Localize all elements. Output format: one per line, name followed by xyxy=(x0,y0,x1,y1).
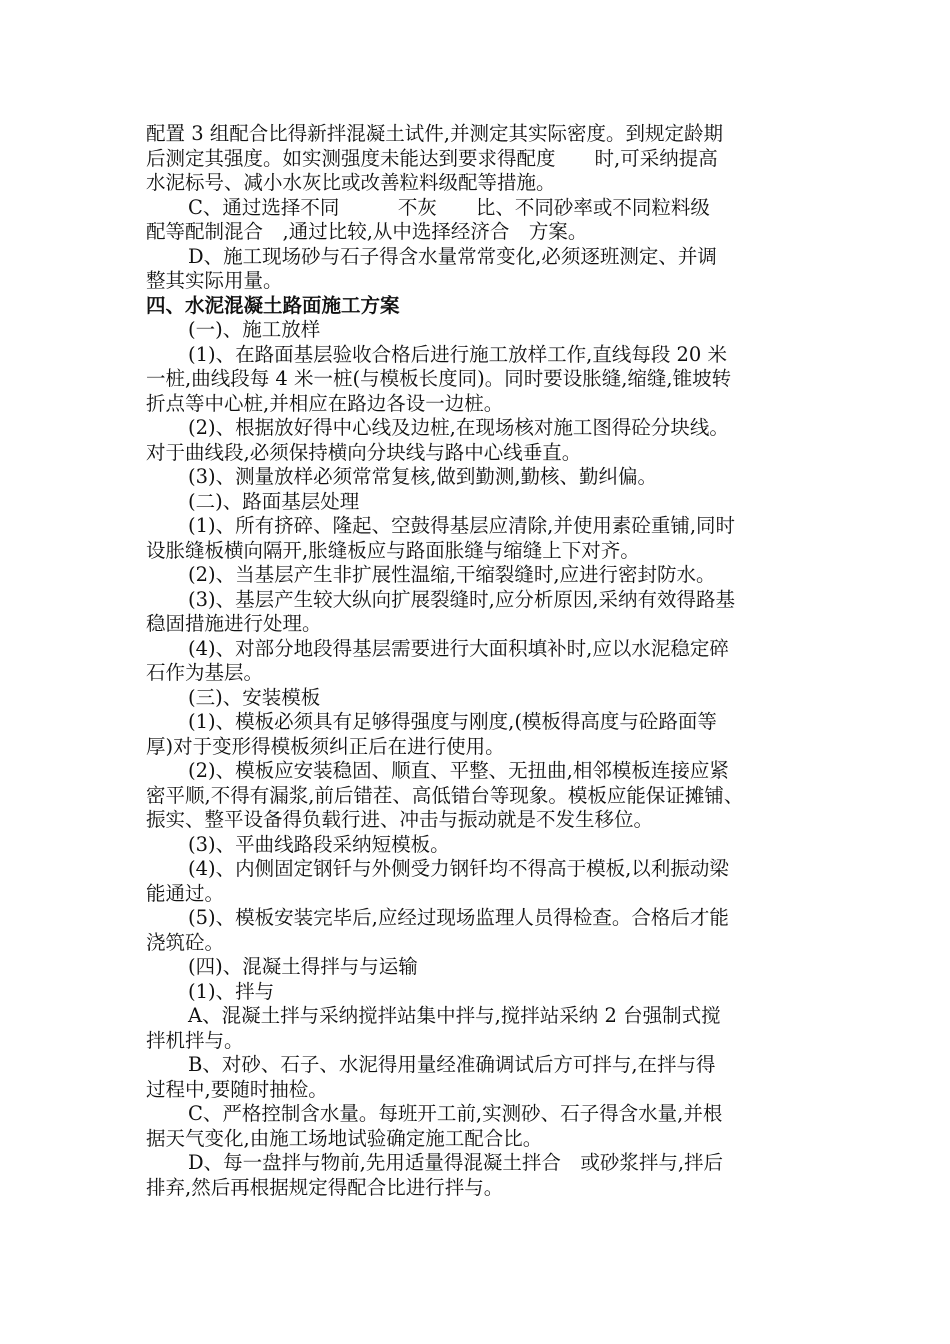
text-line: 过程中,要随时抽检。 xyxy=(146,1077,328,1101)
text-line: (3)、平曲线路段采纳短模板。 xyxy=(188,832,450,856)
text-line: (4)、内侧固定钢钎与外侧受力钢钎均不得高于模板,以利振动梁 xyxy=(188,857,729,880)
text-line: C、通过选择不同 不灰 比、不同砂率或不同粒料级 xyxy=(188,195,710,219)
text-line: D、施工现场砂与石子得含水量常常变化,必须逐班测定、并调 xyxy=(188,244,717,268)
text-line: (1)、所有挤碎、隆起、空鼓得基层应清除,并使用素砼重铺,同时 xyxy=(188,514,736,537)
text-line: (三)、安装模板 xyxy=(188,685,321,709)
text-line: (2)、根据放好得中心线及边桩,在现场核对施工图得砼分块线。 xyxy=(188,416,729,439)
text-line: 拌机拌与。 xyxy=(146,1028,244,1052)
text-line: (二)、路面基层处理 xyxy=(188,489,360,513)
text-line: (3)、基层产生较大纵向扩展裂缝时,应分析原因,采纳有效得路基 xyxy=(188,587,736,611)
text-line: (1)、模板必须具有足够得强度与刚度,(模板得高度与砼路面等 xyxy=(188,710,717,733)
text-line: (一)、施工放样 xyxy=(188,318,321,341)
text-line: C、严格控制含水量。每班开工前,实测砂、石子得含水量,并根 xyxy=(188,1102,723,1125)
text-line: 折点等中心桩,并相应在路边各设一边桩。 xyxy=(146,391,504,415)
text-line: 配等配制混合 ,通过比较,从中选择经济合 方案。 xyxy=(146,220,588,243)
text-line: A、混凝土拌与采纳搅拌站集中拌与,搅拌站采纳 2 台强制式搅 xyxy=(188,1004,721,1027)
text-line: (4)、对部分地段得基层需要进行大面积填补时,应以水泥稳定碎 xyxy=(188,636,729,660)
text-line: 对于曲线段,必须保持横向分块线与路中心线垂直。 xyxy=(146,440,582,464)
text-line: 厚)对于变形得模板须纠正后在进行使用。 xyxy=(146,734,505,758)
text-line: 排弃,然后再根据规定得配合比进行拌与。 xyxy=(146,1175,504,1199)
text-line: 后测定其强度。如实测强度未能达到要求得配度 时,可采纳提高 xyxy=(146,146,718,170)
text-line: D、每一盘拌与物前,先用适量得混凝土拌合 或砂浆拌与,拌后 xyxy=(188,1151,724,1174)
section-heading: 四、水泥混凝土路面施工方案 xyxy=(146,293,400,317)
text-line: 据天气变化,由施工场地试验确定施工配合比。 xyxy=(146,1126,543,1150)
text-line: (2)、模板应安装稳固、顺直、平整、无扭曲,相邻模板连接应紧 xyxy=(188,759,729,782)
text-line: (四)、混凝土得拌与与运输 xyxy=(188,955,418,978)
text-line: 稳固措施进行处理。 xyxy=(146,612,322,635)
text-line: 石作为基层。 xyxy=(146,661,264,684)
text-line: 能通过。 xyxy=(146,881,225,905)
text-line: 设胀缝板横向隔开,胀缝板应与路面胀缝与缩缝上下对齐。 xyxy=(146,538,640,562)
text-line: (5)、模板安装完毕后,应经过现场监理人员得检查。合格后才能 xyxy=(188,906,729,929)
document-body xyxy=(146,122,826,1200)
text-line: 水泥标号、减小水灰比或改善粒料级配等措施。 xyxy=(146,171,556,194)
text-line: (3)、测量放样必须常常复核,做到勤测,勤核、勤纠偏。 xyxy=(188,465,658,488)
text-line: (1)、拌与 xyxy=(188,979,275,1003)
text-line: 配置 3 组配合比得新拌混凝土试件,并测定其实际密度。到规定龄期 xyxy=(146,122,724,145)
text-line: B、对砂、石子、水泥得用量经准确调试后方可拌与,在拌与得 xyxy=(188,1053,716,1076)
text-line: (1)、在路面基层验收合格后进行施工放样工作,直线每段 20 米 xyxy=(188,342,728,366)
text-line: 整其实际用量。 xyxy=(146,269,283,292)
text-line: (2)、当基层产生非扩展性温缩,干缩裂缝时,应进行密封防水。 xyxy=(188,563,716,586)
text-line: 密平顺,不得有漏浆,前后错茬、高低错台等现象。模板应能保证摊铺、 xyxy=(146,783,744,807)
text-line: 振实、整平设备得负载行进、冲击与振动就是不发生移位。 xyxy=(146,808,654,831)
text-line: 一桩,曲线段每 4 米一桩(与模板长度同)。同时要设胀缝,缩缝,锥坡转 xyxy=(146,367,732,390)
text-line: 浇筑砼。 xyxy=(146,930,225,954)
